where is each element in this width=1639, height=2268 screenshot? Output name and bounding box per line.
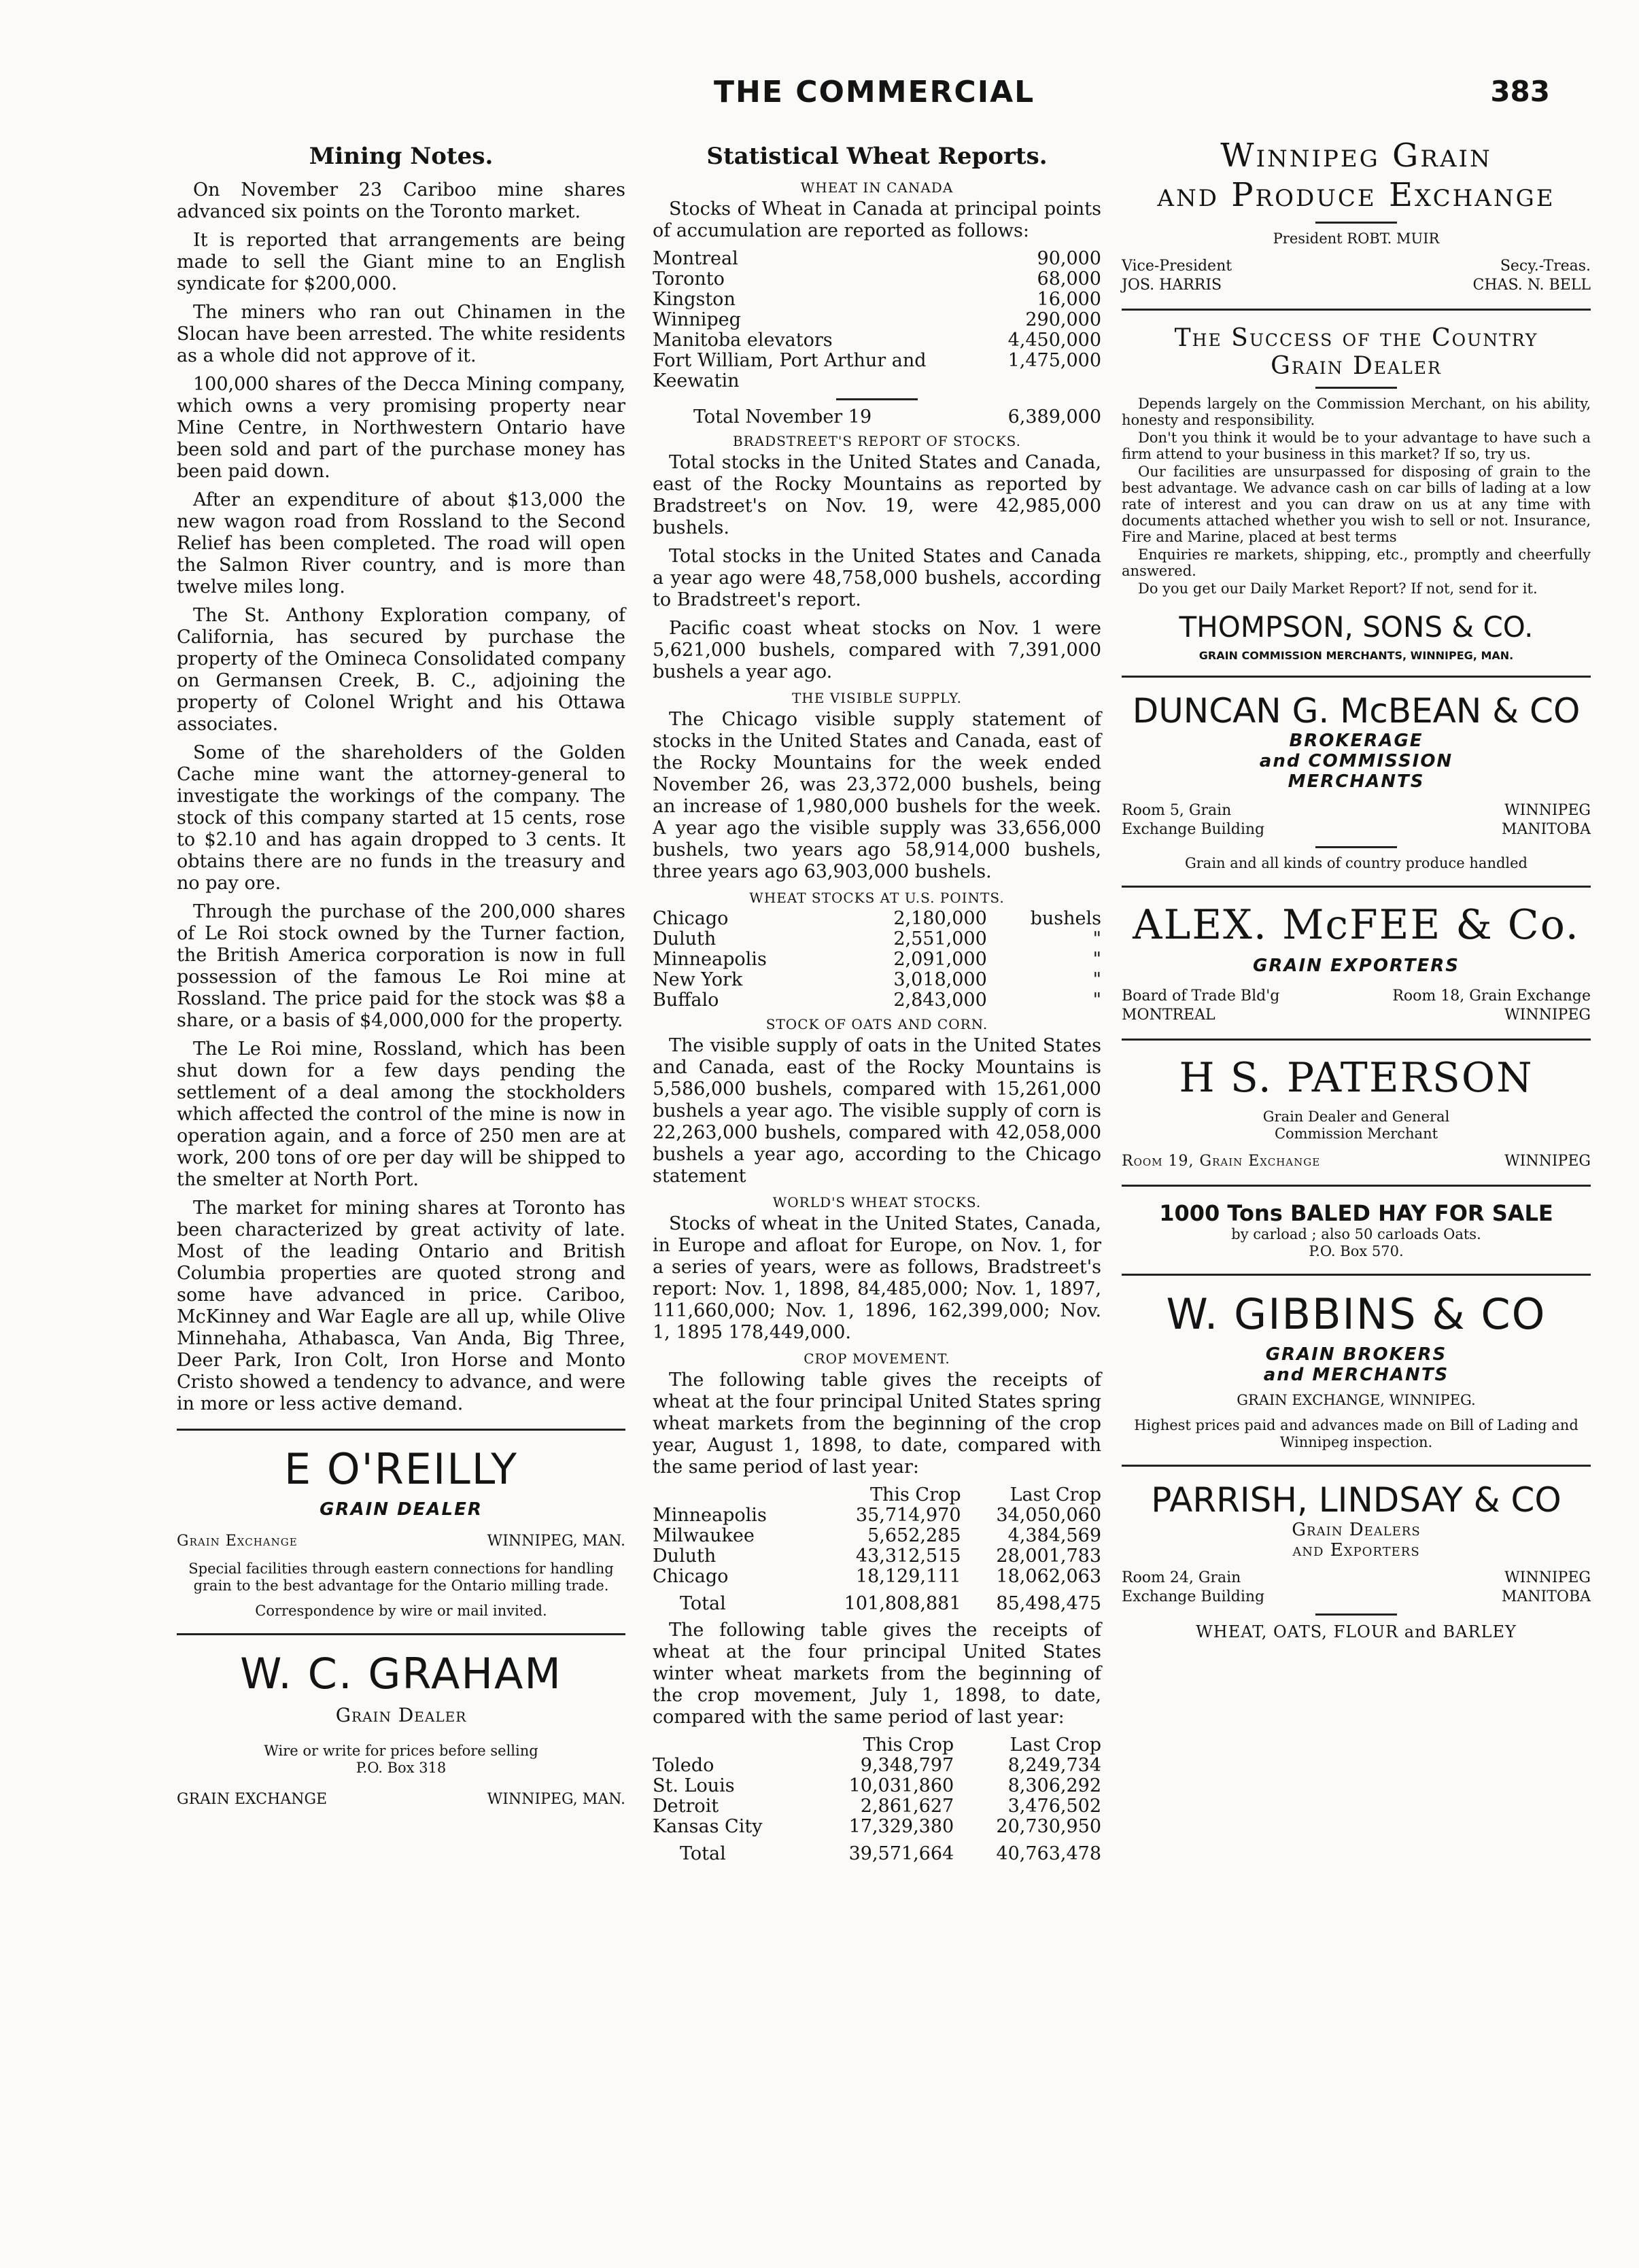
publication-title: THE COMMERCIAL [714,75,1035,109]
mcfee-address1 [1122,987,1591,1006]
spring-row [653,1505,1101,1526]
canada-row-cell: Manitoba elevators [653,330,833,351]
gibbins-sub1: GRAIN BROKERS [1265,1344,1447,1365]
mining-paragraph: 100,000 shares of the Decca Mining company, which owns a very promising property near Mine Centre, in Northwestern Ontario have been sold and part of the purchase money has been paid down. [177,374,625,482]
us-row-cell: Duluth [653,928,717,949]
hay-line1: by carload ; also 50 carloads Oats. [1231,1226,1481,1242]
column-ads [1122,136,1591,1641]
gibbins-sub2: and MERCHANTS [1263,1365,1449,1385]
mcbean-left2: Exchange Building [1122,821,1265,838]
spring-row-cell: 5,652,285 [867,1525,961,1546]
canada-heading: WHEAT IN CANADA [800,179,954,196]
mcbean-address1 [1122,801,1591,820]
mcfee-right1: Room 18, Grain Exchange [1392,988,1591,1005]
mining-paragraph: It is reported that arrangements are being made to sell the Giant mine to an English syndicate for $200,000. [177,230,625,294]
exchange-vp-label: Vice-President [1122,258,1232,275]
exchange-sec-label: Secy.-Treas. [1500,258,1591,275]
us-heading: WHEAT STOCKS AT U.S. POINTS. [749,890,1005,906]
canada-row-cell: 1,475,000 [1007,350,1101,371]
parrish-address1 [1122,1569,1591,1588]
canada-row [653,290,1101,310]
col-last-crop: Last Crop [1010,1734,1101,1756]
ad-graham [177,1649,625,1809]
canada-row-cell: Fort William, Port Arthur and Keewatin [653,350,927,391]
brad-paras [653,452,1101,683]
world-heading: WORLD'S WHEAT STOCKS. [772,1194,982,1210]
winter-row-cell: 3,476,502 [1007,1796,1101,1817]
canada-total-label: Total November 19 [693,406,872,428]
canada-row [653,330,1101,351]
divider [1122,1274,1591,1276]
mcfee-name: ALEX. McFEE & Co. [1133,901,1580,949]
exchange-president: President ROBT. MUIR [1273,230,1440,247]
us-row [653,990,1101,1011]
parrish-sub1: Grain Dealers [1292,1520,1421,1540]
parrish-right2: MANITOBA [1501,1588,1591,1605]
parrish-footer: WHEAT, OATS, FLOUR and BARLEY [1196,1622,1517,1641]
winter-total-label: Total [680,1843,726,1864]
winter-total-this: 39,571,664 [848,1843,954,1864]
parrish-address2 [1122,1588,1591,1607]
mining-notes [177,179,625,1415]
spring-row-cell: 4,384,569 [1007,1525,1101,1546]
mcbean-note: Grain and all kinds of country produce handled [1184,855,1528,871]
canada-row-cell: Toronto [653,268,725,290]
us-row-cell: " [1092,969,1101,990]
mcfee-left1: Board of Trade Bld'g [1122,988,1280,1005]
winter-row [653,1817,1101,1837]
success-paragraph: Don't you think it would be to your advantage to have such a firm attend to your business in this market? If so, try us. [1122,430,1591,462]
exchange-officers [1122,257,1591,276]
success-title2: Grain Dealer [1271,352,1442,380]
ad-success [1122,324,1591,662]
canada-row [653,269,1101,290]
canada-row-cell: Kingston [653,289,736,310]
paterson-right: WINNIPEG [1504,1153,1591,1170]
us-row-cell: 2,180,000 [893,908,987,929]
brad-paragraph: Total stocks in the United States and Canada a year ago were 48,758,000 bushels, according to Bradstreet's report. [653,546,1101,610]
winter-row-cell: 20,730,950 [996,1816,1101,1837]
winter-row-cell: Toledo [653,1755,714,1776]
us-row [653,970,1101,990]
winter-row [653,1756,1101,1776]
spring-row-cell: 28,001,783 [996,1546,1101,1567]
winter-row-cell: 17,329,380 [848,1816,954,1837]
us-row-cell: " [1092,990,1101,1011]
paterson-name: H S. PATERSON [1179,1054,1534,1102]
ad-graham-name: W. C. GRAHAM [240,1649,562,1698]
mcbean-sub3: MERCHANTS [1288,771,1425,792]
divider [1122,676,1591,678]
ad-mcbean [1122,691,1591,872]
mcbean-right2: MANITOBA [1501,821,1591,838]
exchange-vp: JOS. HARRIS [1122,277,1222,294]
mining-paragraph: Through the purchase of the 200,000 shares of Le Roi stock owned by the Turner faction, the British America corporation is now in full possession of the famous Le Roi mine at Rossland. The price paid for the stock was $8 a share, or a basis of $4,000,000 for the property. [177,901,625,1031]
canada-row-cell: Montreal [653,248,738,269]
gibbins-text: Highest prices paid and advances made on Bill of Lading and Winnipeg inspection. [1134,1417,1578,1450]
success-paragraph: Depends largely on the Commission Merchant, on his ability, honesty and responsibility. [1122,396,1591,428]
hay-line2: P.O. Box 570. [1309,1243,1404,1259]
page-number: 383 [1490,75,1550,108]
mcbean-sub2: and COMMISSION [1259,751,1453,771]
ad-oreilly-address [177,1532,625,1551]
canada-row-cell: 90,000 [1037,248,1101,269]
success-firm: THOMPSON, SONS & CO. [1179,610,1534,644]
spring-row [653,1526,1101,1546]
winter-para: The following table gives the receipts of wheat at the four principal United States winter wheat markets from the beginning of the crop movement, July 1, 1898, to date, compared with the same period of last year: [653,1620,1101,1728]
mcbean-sub1: BROKERAGE [1289,731,1424,751]
canada-row [653,310,1101,330]
winter-row-cell: 2,861,627 [860,1796,954,1817]
parrish-sub2: and Exporters [1292,1540,1420,1560]
hay-title: 1000 Tons BALED HAY FOR SALE [1159,1200,1553,1226]
us-row-cell: Chicago [653,908,729,929]
success-paragraph: Enquiries re markets, shipping, etc., promptly and cheerfully answered. [1122,546,1591,579]
mcfee-sub: GRAIN EXPORTERS [1252,956,1460,976]
ad-oreilly [177,1444,625,1620]
spring-row [653,1567,1101,1587]
ad-graham-right: WINNIPEG, MAN. [487,1791,625,1808]
oats-para: The visible supply of oats in the United States and Canada, east of the Rocky Mountains is 5,586,000 bushels, compared with 15,261,000 bushels a year ago. The visible supply of corn is 22,263,000 bushels, compared with 42,058,000 bushels a year ago, according to the Chicago statement [653,1035,1101,1187]
us-row-cell: 2,551,000 [893,928,987,949]
col-this-crop: This Crop [869,1484,961,1505]
us-row-cell: " [1092,949,1101,970]
winter-row-cell: 8,306,292 [1007,1775,1101,1796]
column-wheat [653,136,1101,1864]
spring-row-cell: 18,062,063 [996,1566,1101,1587]
visible-heading: THE VISIBLE SUPPLY. [791,690,963,706]
col-last-crop: Last Crop [1010,1484,1101,1505]
ad-hay [1122,1200,1591,1260]
spring-row-cell: 35,714,970 [855,1505,961,1526]
page-header [170,75,1550,116]
mining-paragraph: The Le Roi mine, Rossland, which has been shut down for a few days pending the settlement of a deal among the stockholders which affected the control of the mine is now in operation again, and a force of 250 men are at work, 200 tons of ore per day will be shipped to the smelter at North Port. [177,1039,625,1190]
mcbean-left1: Room 5, Grain [1122,802,1232,819]
gibbins-name: W. GIBBINS & CO [1166,1289,1547,1339]
divider [177,1633,625,1635]
success-firm-sub: GRAIN COMMISSION MERCHANTS, WINNIPEG, MAN. [1198,649,1514,662]
exchange-title1: Winnipeg Grain [1220,137,1492,175]
parrish-left2: Exchange Building [1122,1588,1265,1605]
divider [1315,1613,1397,1616]
ad-graham-text2: P.O. Box 318 [356,1760,447,1776]
spring-row-cell: Duluth [653,1546,717,1567]
column-mining [177,136,625,1809]
us-row-cell: Minneapolis [653,949,767,970]
brad-paragraph: Pacific coast wheat stocks on Nov. 1 were 5,621,000 bushels, compared with 7,391,000 bushels a year ago. [653,618,1101,682]
exchange-officer-names [1122,276,1591,295]
mcbean-address2 [1122,820,1591,839]
winter-row-cell: Kansas City [653,1816,763,1837]
us-row-cell: 2,843,000 [893,990,987,1011]
mining-paragraph: On November 23 Cariboo mine shares advanced six points on the Toronto market. [177,179,625,222]
divider [1122,1185,1591,1187]
us-row-cell: 2,091,000 [893,949,987,970]
mining-heading: Mining Notes. [309,143,494,170]
spring-row-cell: 34,050,060 [996,1505,1101,1526]
mining-paragraph: The market for mining shares at Toronto has been characterized by great activity of late. Most of the leading Ontario and British Columbia properties are quoted strong and some have advanced in price. Cariboo, McKinney and War Eagle are all up, while Olive Minnehaha, Athabasca, Van Anda, Big Three, Deer Park, Iron Colt, Iron Horse and Monto Cristo showed a tendency to advance, and were in more or less active demand. [177,1198,625,1414]
divider [1122,1039,1591,1041]
crop-heading: CROP MOVEMENT. [804,1350,950,1367]
mining-paragraph: After an expenditure of about $13,000 the new wagon road from Rossland to the Second Relief has been completed. The road will open the Salmon River country, and is more than twelve miles long. [177,489,625,597]
divider [836,398,918,400]
canada-total-value: 6,389,000 [1007,406,1101,428]
ad-oreilly-left: Grain Exchange [177,1533,298,1550]
ad-mcfee [1122,901,1591,1025]
spring-row [653,1546,1101,1567]
ad-graham-text1: Wire or write for prices before selling [264,1743,538,1759]
us-row [653,949,1101,970]
ad-oreilly-text: Special facilities through eastern connections for handling grain to the best advantage for the Ontario milling trade. [188,1560,614,1594]
canada-row [653,351,1101,391]
winter-table [653,1735,1101,1864]
spring-row-cell: Minneapolis [653,1505,767,1526]
mcfee-address2 [1122,1006,1591,1025]
exchange-title2: and Produce Exchange [1157,176,1555,214]
winter-row-cell: St. Louis [653,1775,735,1796]
spring-row-cell: 43,312,515 [855,1546,961,1567]
spring-row-cell: Chicago [653,1566,729,1587]
ad-gibbins [1122,1289,1591,1451]
paterson-sub1: Grain Dealer and General [1262,1109,1450,1125]
ad-graham-address [177,1790,625,1809]
us-row-cell: 3,018,000 [893,969,987,990]
spring-total-label: Total [680,1593,726,1614]
mining-paragraph: The St. Anthony Exploration company, of California, has secured by purchase the property of the Omineca Consolidated company on Germansen Creek, B. C., adjoining the property of Colonel Wright and his Ottawa associates. [177,605,625,735]
ad-graham-sub: Grain Dealer [335,1704,467,1726]
mining-paragraph: The miners who ran out Chinamen in the Slocan have been arrested. The white residents as a whole did not approve of it. [177,302,625,366]
winter-row-cell: 10,031,860 [848,1775,954,1796]
spring-table [653,1485,1101,1614]
us-row [653,909,1101,929]
mcfee-right2: WINNIPEG [1504,1007,1591,1024]
ad-parrish [1122,1480,1591,1641]
oats-heading: STOCK OF OATS AND CORN. [765,1016,988,1032]
success-paragraph: Do you get our Daily Market Report? If not, send for it. [1138,580,1538,597]
ad-graham-left: GRAIN EXCHANGE [177,1791,328,1808]
mcfee-left2: MONTREAL [1122,1007,1215,1024]
us-row-cell: Buffalo [653,990,719,1011]
us-table [653,909,1101,1011]
canada-row-cell: 68,000 [1037,268,1101,290]
visible-para: The Chicago visible supply statement of stocks in the United States and Canada, east of the Rocky Mountains for the week ended November 26, was 23,372,000 bushels, being an increase of 1,980,000 bushels for the week. A year ago the visible supply was 33,656,000 bushels, two years ago 58,914,000 bushels, three years ago 63,903,000 bushels. [653,709,1101,882]
success-text [1122,396,1591,597]
divider [1315,387,1397,389]
us-row-cell: " [1092,928,1101,949]
spring-row-cell: Milwaukee [653,1525,755,1546]
divider [1122,886,1591,888]
divider [1315,846,1397,848]
wheat-heading: Statistical Wheat Reports. [706,143,1048,170]
world-para: Stocks of wheat in the United States, Canada, in Europe and afloat for Europe, on Nov. 1, for a series of years, were as follows, Bradstreet's report: Nov. 1, 1898, 84,485,000; Nov. 1, 1897, 111,660,000; Nov. 1, 1896, 162,399,000; Nov. 1, 1895 178,449,000. [653,1213,1101,1343]
mcbean-name: DUNCAN G. McBEAN & CO [1132,691,1581,731]
ad-oreilly-name: E O'REILLY [284,1444,518,1494]
ad-oreilly-note: Correspondence by wire or mail invited. [255,1603,547,1619]
canada-intro: Stocks of Wheat in Canada at principal points of accumulation are reported as follows: [653,198,1101,241]
canada-row-cell: 16,000 [1037,289,1101,310]
divider [1315,222,1397,224]
mining-paragraph: Some of the shareholders of the Golden Cache mine want the attorney-general to investigate the workings of the company. The stock of this company started at 15 cents, rose to $2.10 and has again dropped to 3 cents. It obtains there are no funds in the treasury and no pay ore. [177,742,625,894]
parrish-left1: Room 24, Grain [1122,1569,1241,1586]
canada-row-cell: 290,000 [1025,309,1101,330]
us-row-cell: New York [653,969,743,990]
spring-total-last: 85,498,475 [996,1593,1101,1614]
parrish-name: PARRISH, LINDSAY & CO [1151,1480,1562,1520]
divider [1122,1465,1591,1467]
spring-row-cell: 18,129,111 [855,1566,961,1587]
ad-oreilly-sub: GRAIN DEALER [320,1499,483,1520]
gibbins-line: GRAIN EXCHANGE, WINNIPEG. [1237,1392,1476,1408]
brad-paragraph: Total stocks in the United States and Canada, east of the Rocky Mountains as reported by Bradstreet's on Nov. 19, were 42,985,000 bushels. [653,452,1101,538]
divider [1122,309,1591,311]
divider [177,1429,625,1431]
ad-exchange [1122,136,1591,295]
winter-row-cell: 8,249,734 [1007,1755,1101,1776]
canada-table [653,249,1101,391]
canada-row [653,249,1101,269]
paterson-sub2: Commission Merchant [1274,1126,1438,1142]
ad-paterson [1122,1054,1591,1171]
us-row-cell: bushels [1030,908,1101,929]
ad-oreilly-right: WINNIPEG, MAN. [487,1533,625,1550]
success-paragraph: Our facilities are unsurpassed for disposing of grain to the best advantage. We advance cash on car bills of lading at a low rate of interest and you can draw on us at any time with documents attached whether you wish to sell or not. Insurance, Fire and Marine, placed at best terms [1122,464,1591,545]
parrish-right1: WINNIPEG [1504,1569,1591,1586]
paterson-left: Room 19, Grain Exchange [1122,1153,1321,1170]
spring-total-this: 101,808,881 [844,1593,961,1614]
col-this-crop: This Crop [863,1734,954,1756]
paterson-address [1122,1152,1591,1171]
brad-heading: BRADSTREET'S REPORT OF STOCKS. [732,433,1021,449]
exchange-sec: CHAS. N. BELL [1472,277,1591,294]
winter-row-cell: Detroit [653,1796,719,1817]
spring-para: The following table gives the receipts of wheat at the four principal United States spring wheat markets from the beginning of the crop year, August 1, 1898, to date, compared with the same period of last year: [653,1369,1101,1478]
winter-row-cell: 9,348,797 [860,1755,954,1776]
canada-row-cell: 4,450,000 [1007,330,1101,351]
success-title1: The Success of the Country [1174,324,1538,352]
canada-total [653,407,1101,428]
canada-row-cell: Winnipeg [653,309,741,330]
winter-row [653,1776,1101,1796]
us-row [653,929,1101,949]
winter-total-last: 40,763,478 [996,1843,1101,1864]
winter-row [653,1796,1101,1817]
mcbean-right1: WINNIPEG [1504,802,1591,819]
